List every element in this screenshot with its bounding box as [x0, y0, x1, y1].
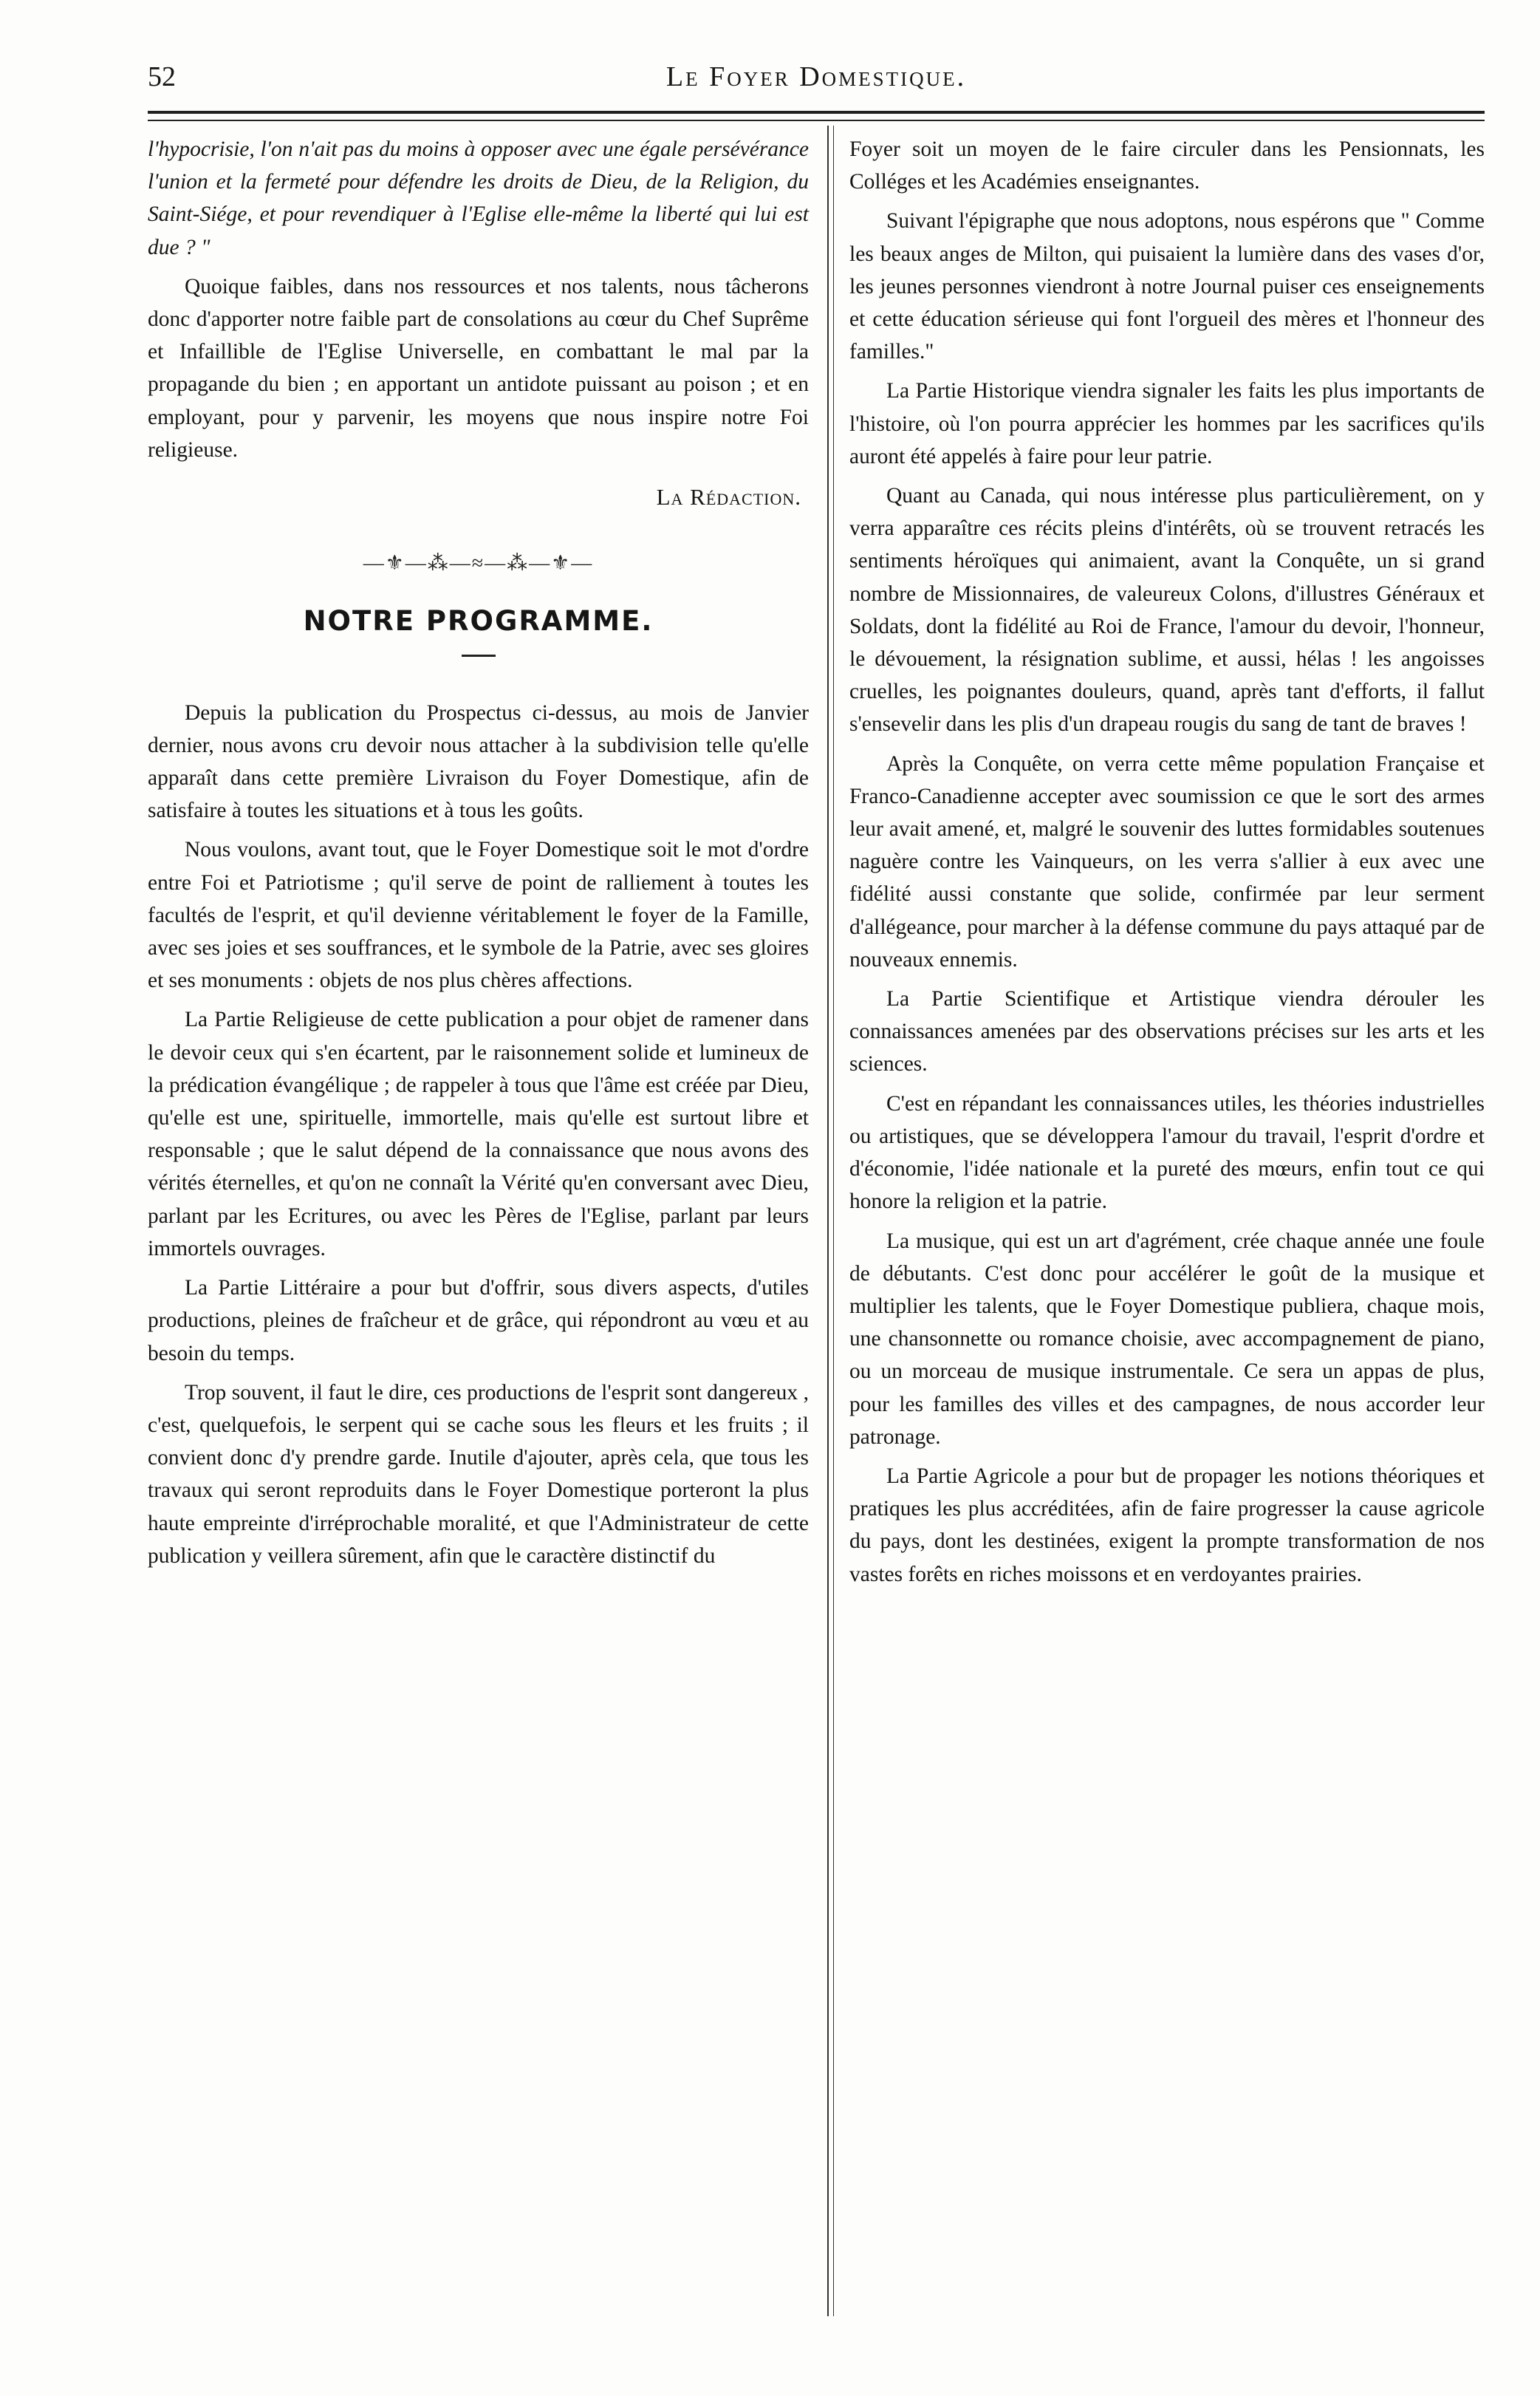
editorial-signature: La Rédaction.	[656, 484, 801, 511]
program-paragraph: La Partie Littéraire a pour but d'offrir, sous divers aspects, d'utiles productions, pleines de fraîcheur et de grâce, qui répondront au vœu et au besoin du temps.	[148, 1276, 809, 1365]
agriculture-section-paragraph: La Partie Agricole a pour but de propager les notions théoriques et pratiques les plus accréditées, afin de faire progresser la cause agricole du pays, dont les destinées, exigent la prompte transformation de nos vastes forêts en riches moissons et en verdoyantes prairies.	[849, 1464, 1485, 1586]
science-section-paragraph: La Partie Scientifique et Artistique viendra dérouler les connaissances amenées par des observations précises sur les arts et les sciences.	[849, 987, 1485, 1076]
epigraph-paragraph: Suivant l'épigraphe que nous adoptons, nous espérons que " Comme les beaux anges de Milton, qui puisaient la lumière dans des vases d'or, les jeunes personnes viendront à notre Journal puiser ces enseignements et cette éducation sérieuse qui font l'orgueil des mères et l'honneur des familles."	[849, 209, 1485, 364]
intro-paragraph: Quoique faibles, dans nos ressources et nos talents, nous tâcherons donc d'apporter notre faible part de consolations au cœur du Chef Suprême et Infaillible de l'Eglise Universelle, en combattant le mal par la propagande du bien ; en apportant un antidote puissant au poison ; et en employant, pour y parvenir, les moyens que nous inspire notre Foi religieuse.	[148, 274, 809, 462]
ornament-divider: —⚜—⁂—≈—⁂—⚜—	[363, 552, 594, 576]
program-paragraph: Trop souvent, il faut le dire, ces productions de l'esprit sont dangereux , c'est, quelquefois, le serpent qui se cache sous les fleurs et les fruits ; il convient donc d'y prendre garde. Inutile d'ajouter, après cela, que tous les travaux qui seront reproduits dans le Foyer Domestique porteront la plus haute empreinte d'irréprochable moralité, et que l'Administrateur de cette publication y veillera sûrement, afin que le caractère distinctif du	[148, 1380, 809, 1568]
continued-paragraph: Foyer soit un moyen de le faire circuler dans les Pensionnats, les Colléges et les Académies enseignantes.	[849, 137, 1485, 194]
column-divider	[827, 126, 829, 2316]
music-paragraph: La musique, qui est un art d'agrément, crée chaque année une foule de débutants. C'est donc pour accélérer le goût de la musique et multiplier les talents, que le Foyer Domestique publiera, chaque mois, une chansonnette ou romance choisie, avec accompagnement de piano, ou un morceau de musique instrumentale. Ce sera un appas de plus, pour les familles des villes et des campagnes, de nous accorder leur patronage.	[849, 1229, 1485, 1449]
canada-paragraph: Quant au Canada, qui nous intéresse plus particulièrement, on y verra apparaître ces récits pleins d'intérêts, où se trouvent retracés les sentiments héroïques qui animaient, avant la Conquête, un si grand nombre de Missionnaires, de valeureux Colons, d'illustres Généraux et Soldats, dont la fidélité au Roi de France, l'amour du devoir, l'honneur, le dévouement, la résignation sublime, et aussi, hélas ! les angoisses cruelles, les poignantes douleurs, quand, après tant d'efforts, il fallut s'ensevelir dans les plis d'un drapeau rougis du sang de tant de braves !	[849, 484, 1485, 737]
column-divider-inner	[833, 126, 834, 2316]
left-column	[148, 133, 809, 1579]
historical-section-paragraph: La Partie Historique viendra signaler les faits les plus importants de l'histoire, où l'on pourra apprécier les hommes par les sacrifices qu'ils auront été appelés à faire pour leur patrie.	[849, 379, 1485, 468]
journal-title: Le Foyer Domestique.	[665, 61, 967, 92]
program-paragraph: Nous voulons, avant tout, que le Foyer Domestique soit le mot d'ordre entre Foi et Patriotisme ; qu'il serve de point de ralliement à toutes les facultés de l'esprit, et qu'il devienne véritablement le foyer de la Famille, avec ses joies et ses souffrances, et le symbole de la Patrie, avec ses gloires et ses monuments : objets de nos plus chères affections.	[148, 838, 809, 993]
header-rule-thick	[148, 111, 1485, 114]
running-head	[148, 61, 1485, 105]
page-number: 52	[148, 61, 176, 92]
program-paragraph: La Partie Religieuse de cette publication a pour objet de ramener dans le devoir ceux qui s'en écartent, par le raisonnement solide et lumineux de la prédication évangélique ; de rappeler à tous que l'âme est créée par Dieu, qu'elle est une, spirituelle, immortelle, mais qu'elle est surtout libre et responsable ; que le salut dépend de la connaissance que nous avons des vérités éternelles, et qu'on ne connaît la Vérité qu'en conversant avec Dieu, parlant par les Ecritures, ou avec les Pères de l'Eglise, parlant par leurs immortels ouvrages.	[148, 1008, 809, 1260]
conquest-paragraph: Après la Conquête, on verra cette même population Française et Franco-Canadienne accepter avec soumission ce que le sort des armes leur avait amené, et, malgré le souvenir des luttes formidables soutenues naguère contre les Vainqueurs, on les verra s'allier à eux avec une fidélité aussi constante que solide, confirmée par leur serment d'allégeance, pour marcher à la défense commune du pays attaqué par de nouveaux ennemis.	[849, 751, 1485, 972]
section-heading: NOTRE PROGRAMME.	[303, 605, 654, 638]
heading-dash	[462, 655, 496, 657]
right-column	[849, 133, 1485, 1597]
program-paragraph: Depuis la publication du Prospectus ci-dessus, au mois de Janvier dernier, nous avons cru devoir nous attacher à la subdivision telle qu'elle apparaît dans cette première Livraison du Foyer Domestique, afin de satisfaire à toutes les situations et à tous les goûts.	[148, 700, 809, 823]
knowledge-paragraph: C'est en répandant les connaissances utiles, les théories industrielles ou artistiques, que se développera l'amour du travail, l'esprit d'ordre et d'économie, l'idée nationale et la pureté des mœurs, enfin tout ce qui honore la religion et la patrie.	[849, 1091, 1485, 1214]
intro-quote-paragraph: l'hypocrisie, l'on n'ait pas du moins à opposer avec une égale persévérance l'union et la fermeté pour défendre les droits de Dieu, de la Religion, du Saint-Siége, et pour revendiquer à l'Eglise elle-même la liberté qui lui est due ? "	[148, 137, 809, 259]
header-rule-thin	[148, 120, 1485, 121]
